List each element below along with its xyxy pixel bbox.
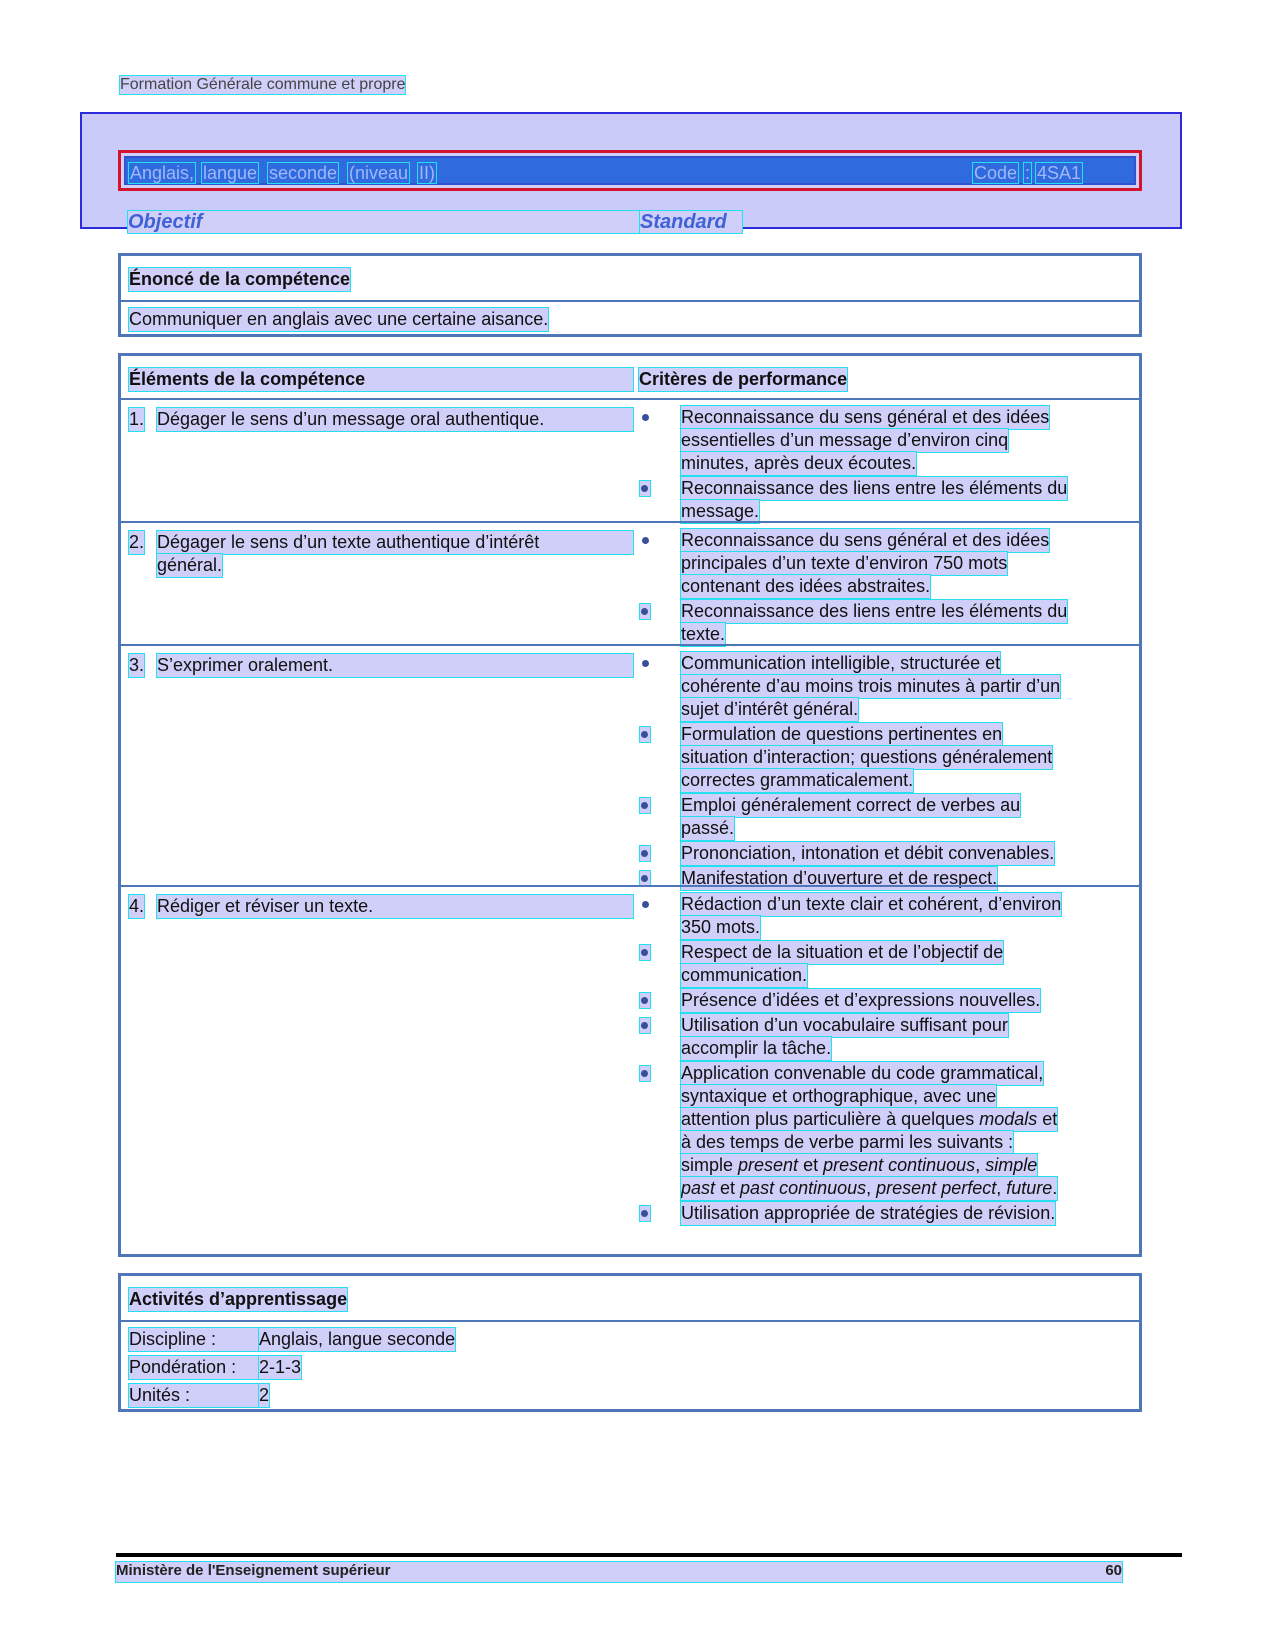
title-word: (niveau [349,163,409,183]
criterion-line: texte. [681,624,726,644]
criterion-line: past et past continuous, present perfect, future. [681,1178,1058,1198]
ponderation-label: Pondération : [129,1356,259,1379]
bullet-icon [640,945,650,960]
bullet-icon [640,871,650,886]
element-number: 3. [129,655,145,675]
activites-box [118,1273,1142,1412]
row-separator [121,521,1139,523]
element-number: 2. [129,532,145,552]
criterion-line: Formulation de questions pertinentes en [681,724,1003,744]
title-word: langue [203,163,258,183]
element-text: Rédiger et réviser un texte. [157,895,633,918]
criterion-line: Utilisation d’un vocabulaire suffisant pour [681,1015,1008,1035]
criterion-line: attention plus particulière à quelques modals et [681,1109,1058,1129]
criterion-line: Reconnaissance des liens entre les éléments du [681,478,1068,498]
elements-heading: Éléments de la compétence [129,368,633,391]
criterion-line: Application convenable du code grammatical, [681,1063,1044,1083]
criterion-line: communication. [681,965,808,985]
criterion-line: accomplir la tâche. [681,1038,832,1058]
bullet-icon [640,604,650,619]
element-text: général. [157,555,223,575]
bullet-icon [640,481,650,496]
row-separator [121,885,1139,887]
bullet-icon [640,798,650,813]
criteria-heading: Critères de performance [639,369,848,389]
code-colon: : [1025,163,1031,183]
criterion-line: cohérente d’au moins trois minutes à partir d’un [681,676,1061,696]
footer [116,1562,1122,1582]
discipline-value: Anglais, langue seconde [259,1329,456,1349]
criterion-line: Utilisation appropriée de stratégies de révision. [681,1203,1056,1223]
row-separator [121,398,1139,400]
title-word: seconde [269,163,338,183]
criterion-line: Respect de la situation et de l’objectif de [681,942,1004,962]
bullet-icon [640,727,650,742]
running-header: Formation Générale commune et propre [120,76,406,93]
enonce-text: Communiquer en anglais avec une certaine aisance. [129,309,549,329]
discipline-label: Discipline : [129,1328,259,1351]
element-number: 1. [129,409,145,429]
row-separator [121,644,1139,646]
title-word: II) [419,163,435,183]
footer-rule [116,1553,1182,1557]
activites-heading: Activités d’apprentissage [129,1289,348,1309]
code-label: Code [974,163,1018,183]
page-number: 60 [1105,1562,1122,1579]
element-text: Dégager le sens d’un message oral authentique. [157,408,633,431]
unites-value: 2 [259,1385,270,1405]
title-bar-inner [124,156,1136,185]
criterion-line: principales d’un texte d’environ 750 mots [681,553,1008,573]
bullet-icon [642,414,649,421]
criterion-line: syntaxique et orthographique, avec une [681,1086,997,1106]
criterion-line: Reconnaissance du sens général et des idées [681,530,1050,550]
element-text: Dégager le sens d’un texte authentique d’intérêt [157,531,633,554]
criterion-line: Emploi généralement correct de verbes au [681,795,1021,815]
elements-box [118,353,1142,1257]
criterion-line: Manifestation d’ouverture et de respect. [681,868,998,888]
criterion-line: correctes grammaticalement. [681,770,914,790]
bullet-icon [640,846,650,861]
enonce-heading: Énoncé de la compétence [129,269,351,289]
criterion-line: Rédaction d’un texte clair et cohérent, d’environ [681,894,1062,914]
criterion-line: sujet d’intérêt général. [681,699,859,719]
objectif-label: Objectif [128,211,640,233]
title-word: Anglais, [130,163,195,183]
standard-label: Standard [640,211,742,233]
criterion-line: à des temps de verbe parmi les suivants : [681,1132,1014,1152]
criterion-line: message. [681,501,760,521]
bullet-icon [640,1066,650,1081]
criterion-line: situation d’interaction; questions généralement [681,747,1053,767]
criterion-line: 350 mots. [681,917,761,937]
bullet-icon [640,993,650,1008]
criterion-line: Reconnaissance du sens général et des idées [681,407,1050,427]
bullet-icon [642,901,649,908]
element-number: 4. [129,896,145,916]
bullet-icon [640,1206,650,1221]
criterion-line: simple present et present continuous, simple [681,1155,1038,1175]
criterion-line: passé. [681,818,735,838]
code-value: 4SA1 [1037,163,1082,183]
bullet-icon [640,1018,650,1033]
criterion-line: Prononciation, intonation et débit convenables. [681,843,1055,863]
ponderation-value: 2-1-3 [259,1357,302,1377]
criterion-line: Reconnaissance des liens entre les éléments du [681,601,1068,621]
footer-ministry: Ministère de l'Enseignement supérieur [116,1562,391,1579]
criterion-line: Communication intelligible, structurée et [681,653,1001,673]
bullet-icon [642,660,649,667]
criterion-line: contenant des idées abstraites. [681,576,931,596]
enonce-box [118,253,1142,337]
criterion-line: essentielles d’un message d’environ cinq [681,430,1009,450]
unites-label: Unités : [129,1384,259,1407]
bullet-icon [642,537,649,544]
criterion-line: minutes, après deux écoutes. [681,453,917,473]
title-bar [118,150,1142,191]
criterion-line: Présence d’idées et d’expressions nouvelles. [681,990,1041,1010]
element-text: S’exprimer oralement. [157,654,633,677]
